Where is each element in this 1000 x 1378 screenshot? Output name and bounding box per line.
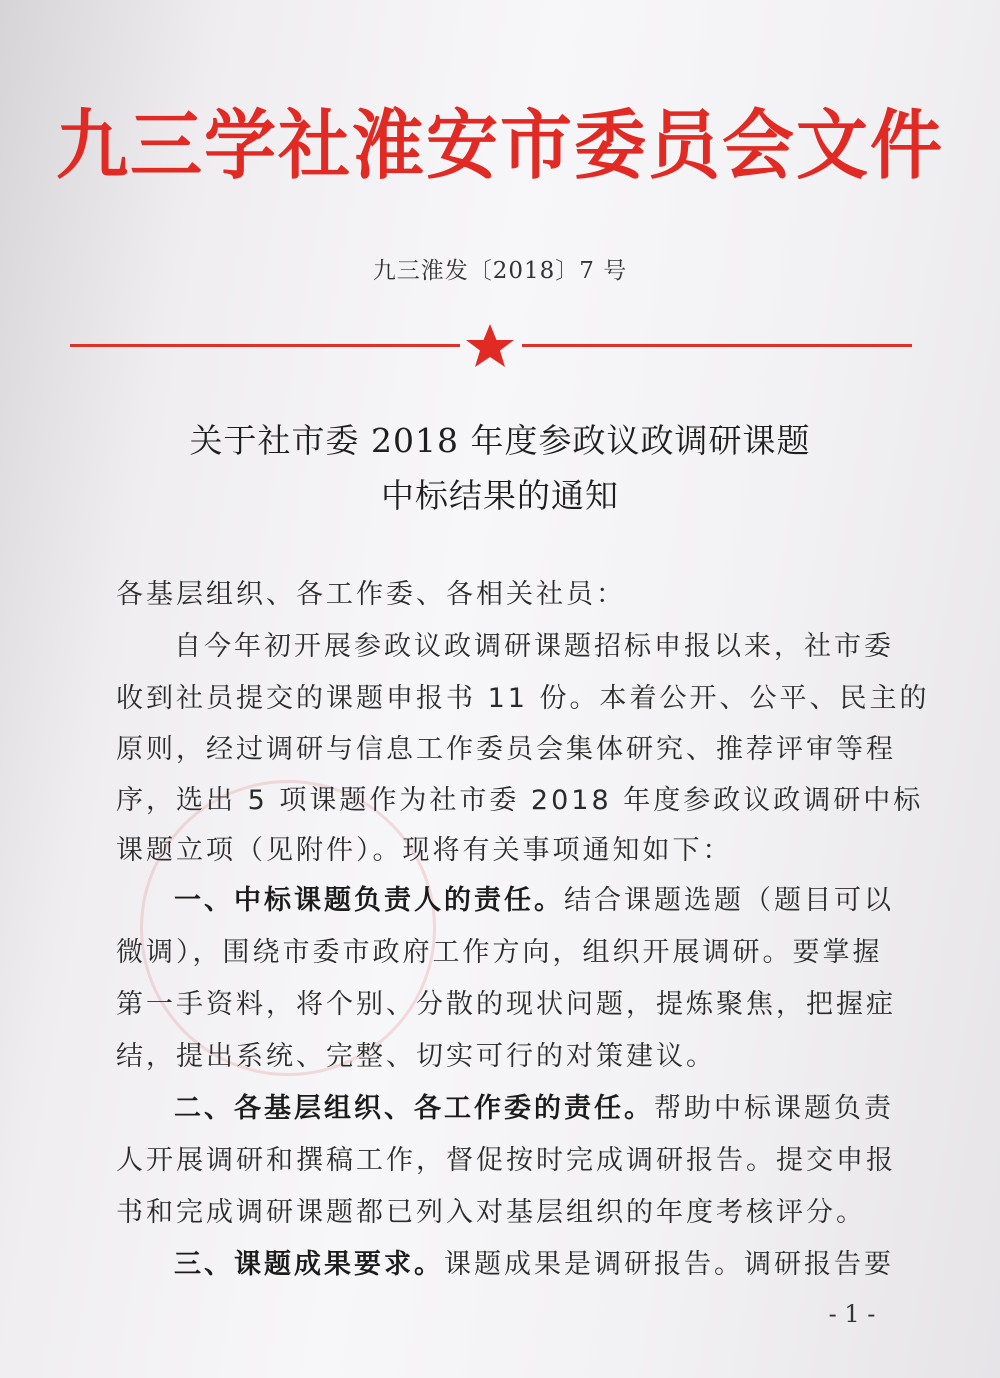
item-1-text: 结合课题选题（题目可以 bbox=[564, 885, 894, 916]
paragraph-line: 序，选出 5 项课题作为社市委 2018 年度参政议政调研中标 bbox=[116, 785, 924, 816]
document-number: 九三淮发〔2018〕7 号 bbox=[372, 258, 628, 284]
item-1-line bbox=[116, 878, 934, 917]
item-3-heading: 三、课题成果要求。 bbox=[174, 1249, 444, 1280]
paragraph-line: 人开展调研和撰稿工作，督促按时完成调研报告。提交申报 bbox=[116, 1145, 896, 1176]
masthead-title: 九三学社淮安市委员会文件 bbox=[55, 100, 944, 190]
paragraph-line: 第一手资料，将个别、分散的现状问题，提炼聚焦，把握症 bbox=[116, 989, 896, 1020]
paragraph-line: 原则，经过调研与信息工作委员会集体研究、推荐评审等程 bbox=[116, 734, 896, 765]
salutation: 各基层组织、各工作委、各相关社员： bbox=[116, 579, 626, 610]
paragraph-line: 结，提出系统、完整、切实可行的对策建议。 bbox=[116, 1041, 716, 1072]
item-3-text: 课题成果是调研报告。调研报告要 bbox=[444, 1249, 894, 1280]
paragraph-line: 书和完成调研课题都已列入对基层组织的年度考核评分。 bbox=[116, 1197, 866, 1228]
notice-title-line-1: 关于社市委 2018 年度参政议政调研课题 bbox=[189, 421, 811, 460]
red-star-icon bbox=[462, 322, 518, 370]
paragraph-line: 收到社员提交的课题申报书 11 份。本着公开、公平、民主的 bbox=[116, 683, 930, 714]
paragraph-line: 自今年初开展参政议政调研课题招标申报以来，社市委 bbox=[174, 631, 894, 662]
red-rule-right bbox=[522, 344, 912, 347]
item-3-line bbox=[116, 1242, 934, 1281]
item-2-line bbox=[116, 1086, 934, 1125]
item-2-text: 帮助中标课题负责 bbox=[654, 1093, 894, 1124]
paragraph-line: 课题立项（见附件）。现将有关事项通知如下： bbox=[116, 835, 733, 866]
faint-seal-stamp bbox=[140, 780, 436, 1076]
page-number: - 1 - bbox=[828, 1300, 876, 1328]
item-2-heading: 二、各基层组织、各工作委的责任。 bbox=[174, 1093, 654, 1124]
notice-title-line-2: 中标结果的通知 bbox=[381, 476, 619, 515]
red-rule-left bbox=[70, 344, 460, 347]
paragraph-line: 微调），围绕市委市政府工作方向，组织开展调研。要掌握 bbox=[116, 937, 883, 968]
item-1-heading: 一、中标课题负责人的责任。 bbox=[174, 885, 564, 916]
